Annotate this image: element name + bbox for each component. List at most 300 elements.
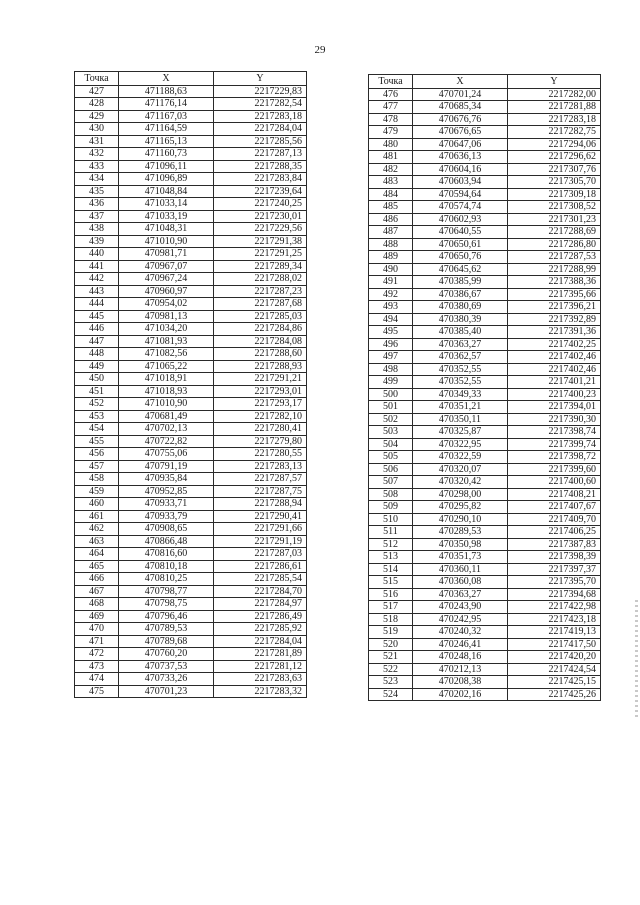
x-coordinate-cell: 470798,75 <box>119 598 214 611</box>
y-coordinate-cell: 2217308,52 <box>508 201 601 214</box>
point-number-cell: 463 <box>75 535 119 548</box>
x-coordinate-cell: 470243,90 <box>413 601 508 614</box>
x-coordinate-cell: 470789,53 <box>119 623 214 636</box>
y-coordinate-cell: 2217284,08 <box>214 335 307 348</box>
point-number-cell: 495 <box>369 326 413 339</box>
y-coordinate-cell: 2217283,18 <box>508 113 601 126</box>
point-number-cell: 450 <box>75 373 119 386</box>
point-number-cell: 431 <box>75 135 119 148</box>
y-coordinate-cell: 2217284,86 <box>214 323 307 336</box>
table-row <box>75 123 307 136</box>
point-number-cell: 499 <box>369 376 413 389</box>
y-coordinate-cell: 2217229,56 <box>214 223 307 236</box>
point-number-cell: 523 <box>369 676 413 689</box>
y-coordinate-cell: 2217287,03 <box>214 548 307 561</box>
table-row <box>369 426 601 439</box>
point-number-cell: 444 <box>75 298 119 311</box>
point-number-cell: 457 <box>75 460 119 473</box>
point-number-cell: 506 <box>369 463 413 476</box>
header-point: Точка <box>369 75 413 89</box>
y-coordinate-cell: 2217281,12 <box>214 660 307 673</box>
table-row <box>369 151 601 164</box>
table-row <box>369 263 601 276</box>
y-coordinate-cell: 2217290,41 <box>214 510 307 523</box>
x-coordinate-cell: 470798,77 <box>119 585 214 598</box>
x-coordinate-cell: 470325,87 <box>413 426 508 439</box>
y-coordinate-cell: 2217394,01 <box>508 401 601 414</box>
table-row <box>369 676 601 689</box>
x-coordinate-cell: 470351,21 <box>413 401 508 414</box>
header-x: X <box>413 75 508 89</box>
point-number-cell: 445 <box>75 310 119 323</box>
x-coordinate-cell: 471018,93 <box>119 385 214 398</box>
y-coordinate-cell: 2217286,49 <box>214 610 307 623</box>
header-x: X <box>119 72 214 86</box>
point-number-cell: 443 <box>75 285 119 298</box>
x-coordinate-cell: 470685,34 <box>413 101 508 114</box>
point-number-cell: 440 <box>75 248 119 261</box>
table-row <box>75 523 307 536</box>
x-coordinate-cell: 470981,71 <box>119 248 214 261</box>
point-number-cell: 442 <box>75 273 119 286</box>
table-row <box>369 238 601 251</box>
table-row <box>369 301 601 314</box>
point-number-cell: 518 <box>369 613 413 626</box>
table-row <box>75 135 307 148</box>
table-row <box>75 348 307 361</box>
point-number-cell: 487 <box>369 226 413 239</box>
x-coordinate-cell: 470755,06 <box>119 448 214 461</box>
y-coordinate-cell: 2217399,74 <box>508 438 601 451</box>
coordinates-table-left <box>74 71 307 698</box>
y-coordinate-cell: 2217289,34 <box>214 260 307 273</box>
table-row <box>75 498 307 511</box>
x-coordinate-cell: 470350,11 <box>413 413 508 426</box>
x-coordinate-cell: 471033,14 <box>119 198 214 211</box>
x-coordinate-cell: 470202,16 <box>413 688 508 701</box>
point-number-cell: 516 <box>369 588 413 601</box>
header-y: Y <box>508 75 601 89</box>
point-number-cell: 466 <box>75 573 119 586</box>
table-row <box>369 651 601 664</box>
x-coordinate-cell: 470385,99 <box>413 276 508 289</box>
y-coordinate-cell: 2217398,74 <box>508 426 601 439</box>
y-coordinate-cell: 2217424,54 <box>508 663 601 676</box>
y-coordinate-cell: 2217282,10 <box>214 410 307 423</box>
table-row <box>369 563 601 576</box>
x-coordinate-cell: 470604,16 <box>413 163 508 176</box>
table-row <box>75 460 307 473</box>
point-number-cell: 462 <box>75 523 119 536</box>
y-coordinate-cell: 2217402,46 <box>508 363 601 376</box>
table-row <box>369 688 601 701</box>
y-coordinate-cell: 2217283,32 <box>214 685 307 698</box>
table-row <box>75 573 307 586</box>
point-number-cell: 512 <box>369 538 413 551</box>
y-coordinate-cell: 2217296,62 <box>508 151 601 164</box>
table-row <box>369 451 601 464</box>
x-coordinate-cell: 471048,31 <box>119 223 214 236</box>
point-number-cell: 508 <box>369 488 413 501</box>
y-coordinate-cell: 2217293,01 <box>214 385 307 398</box>
x-coordinate-cell: 471065,22 <box>119 360 214 373</box>
point-number-cell: 471 <box>75 635 119 648</box>
y-coordinate-cell: 2217282,54 <box>214 98 307 111</box>
x-coordinate-cell: 470645,62 <box>413 263 508 276</box>
x-coordinate-cell: 470602,93 <box>413 213 508 226</box>
x-coordinate-cell: 470701,24 <box>413 88 508 101</box>
table-row <box>369 188 601 201</box>
table-row <box>75 223 307 236</box>
point-number-cell: 492 <box>369 288 413 301</box>
y-coordinate-cell: 2217284,04 <box>214 123 307 136</box>
table-row <box>369 388 601 401</box>
x-coordinate-cell: 470298,00 <box>413 488 508 501</box>
table-row <box>75 160 307 173</box>
x-coordinate-cell: 470952,85 <box>119 485 214 498</box>
y-coordinate-cell: 2217402,25 <box>508 338 601 351</box>
x-coordinate-cell: 470733,26 <box>119 673 214 686</box>
x-coordinate-cell: 471048,84 <box>119 185 214 198</box>
table-row <box>369 626 601 639</box>
table-row <box>75 685 307 698</box>
table-row <box>369 376 601 389</box>
y-coordinate-cell: 2217309,18 <box>508 188 601 201</box>
point-number-cell: 449 <box>75 360 119 373</box>
x-coordinate-cell: 470791,19 <box>119 460 214 473</box>
x-coordinate-cell: 470676,65 <box>413 126 508 139</box>
point-number-cell: 503 <box>369 426 413 439</box>
y-coordinate-cell: 2217388,36 <box>508 276 601 289</box>
table-row <box>369 463 601 476</box>
point-number-cell: 464 <box>75 548 119 561</box>
table-row <box>75 448 307 461</box>
point-number-cell: 504 <box>369 438 413 451</box>
table-row <box>75 198 307 211</box>
table-row <box>75 110 307 123</box>
x-coordinate-cell: 470246,41 <box>413 638 508 651</box>
table-row <box>369 476 601 489</box>
x-coordinate-cell: 470810,25 <box>119 573 214 586</box>
table-header-row <box>75 72 307 86</box>
point-number-cell: 478 <box>369 113 413 126</box>
y-coordinate-cell: 2217291,19 <box>214 535 307 548</box>
x-coordinate-cell: 470380,69 <box>413 301 508 314</box>
point-number-cell: 488 <box>369 238 413 251</box>
y-coordinate-cell: 2217288,69 <box>508 226 601 239</box>
x-coordinate-cell: 470810,18 <box>119 560 214 573</box>
table-row <box>369 276 601 289</box>
y-coordinate-cell: 2217425,26 <box>508 688 601 701</box>
table-row <box>75 598 307 611</box>
x-coordinate-cell: 471164,59 <box>119 123 214 136</box>
point-number-cell: 454 <box>75 423 119 436</box>
y-coordinate-cell: 2217287,57 <box>214 473 307 486</box>
table-row <box>369 138 601 151</box>
x-coordinate-cell: 470789,68 <box>119 635 214 648</box>
y-coordinate-cell: 2217279,80 <box>214 435 307 448</box>
y-coordinate-cell: 2217407,67 <box>508 501 601 514</box>
point-number-cell: 474 <box>75 673 119 686</box>
table-row <box>369 251 601 264</box>
point-number-cell: 500 <box>369 388 413 401</box>
table-row <box>369 338 601 351</box>
point-number-cell: 465 <box>75 560 119 573</box>
point-number-cell: 484 <box>369 188 413 201</box>
y-coordinate-cell: 2217420,20 <box>508 651 601 664</box>
x-coordinate-cell: 470322,59 <box>413 451 508 464</box>
y-coordinate-cell: 2217287,53 <box>508 251 601 264</box>
table-row <box>75 610 307 623</box>
table-row <box>369 588 601 601</box>
x-coordinate-cell: 470352,55 <box>413 363 508 376</box>
table-row <box>369 438 601 451</box>
y-coordinate-cell: 2217281,89 <box>214 648 307 661</box>
x-coordinate-cell: 470967,24 <box>119 273 214 286</box>
y-coordinate-cell: 2217287,13 <box>214 148 307 161</box>
point-number-cell: 489 <box>369 251 413 264</box>
point-number-cell: 455 <box>75 435 119 448</box>
point-number-cell: 513 <box>369 551 413 564</box>
x-coordinate-cell: 470295,82 <box>413 501 508 514</box>
x-coordinate-cell: 471096,89 <box>119 173 214 186</box>
y-coordinate-cell: 2217397,37 <box>508 563 601 576</box>
table-row <box>369 526 601 539</box>
point-number-cell: 458 <box>75 473 119 486</box>
point-number-cell: 448 <box>75 348 119 361</box>
y-coordinate-cell: 2217288,93 <box>214 360 307 373</box>
y-coordinate-cell: 2217285,92 <box>214 623 307 636</box>
table-row <box>75 235 307 248</box>
y-coordinate-cell: 2217287,75 <box>214 485 307 498</box>
point-number-cell: 507 <box>369 476 413 489</box>
y-coordinate-cell: 2217229,83 <box>214 85 307 98</box>
y-coordinate-cell: 2217287,68 <box>214 298 307 311</box>
point-number-cell: 469 <box>75 610 119 623</box>
y-coordinate-cell: 2217291,38 <box>214 235 307 248</box>
y-coordinate-cell: 2217286,61 <box>214 560 307 573</box>
y-coordinate-cell: 2217425,15 <box>508 676 601 689</box>
y-coordinate-cell: 2217305,70 <box>508 176 601 189</box>
point-number-cell: 467 <box>75 585 119 598</box>
table-row <box>75 473 307 486</box>
y-coordinate-cell: 2217422,98 <box>508 601 601 614</box>
x-coordinate-cell: 470352,55 <box>413 376 508 389</box>
point-number-cell: 437 <box>75 210 119 223</box>
y-coordinate-cell: 2217398,39 <box>508 551 601 564</box>
point-number-cell: 447 <box>75 335 119 348</box>
table-row <box>369 163 601 176</box>
table-row <box>75 660 307 673</box>
x-coordinate-cell: 470248,16 <box>413 651 508 664</box>
point-number-cell: 427 <box>75 85 119 98</box>
x-coordinate-cell: 470574,74 <box>413 201 508 214</box>
header-y: Y <box>214 72 307 86</box>
point-number-cell: 497 <box>369 351 413 364</box>
y-coordinate-cell: 2217395,66 <box>508 288 601 301</box>
x-coordinate-cell: 470701,23 <box>119 685 214 698</box>
x-coordinate-cell: 470866,48 <box>119 535 214 548</box>
x-coordinate-cell: 470954,02 <box>119 298 214 311</box>
x-coordinate-cell: 470760,20 <box>119 648 214 661</box>
point-number-cell: 502 <box>369 413 413 426</box>
x-coordinate-cell: 470816,60 <box>119 548 214 561</box>
point-number-cell: 522 <box>369 663 413 676</box>
table-row <box>75 373 307 386</box>
x-coordinate-cell: 471010,90 <box>119 398 214 411</box>
table-row <box>75 173 307 186</box>
table-row <box>369 326 601 339</box>
x-coordinate-cell: 471188,63 <box>119 85 214 98</box>
x-coordinate-cell: 470363,27 <box>413 338 508 351</box>
table-row <box>75 335 307 348</box>
table-row <box>369 413 601 426</box>
point-number-cell: 468 <box>75 598 119 611</box>
table-row <box>369 638 601 651</box>
x-coordinate-cell: 470349,33 <box>413 388 508 401</box>
point-number-cell: 434 <box>75 173 119 186</box>
x-coordinate-cell: 470380,39 <box>413 313 508 326</box>
x-coordinate-cell: 471082,56 <box>119 348 214 361</box>
y-coordinate-cell: 2217294,06 <box>508 138 601 151</box>
y-coordinate-cell: 2217400,23 <box>508 388 601 401</box>
page-number: 29 <box>314 44 326 56</box>
table-row <box>75 310 307 323</box>
x-coordinate-cell: 470212,13 <box>413 663 508 676</box>
x-coordinate-cell: 471033,19 <box>119 210 214 223</box>
x-coordinate-cell: 470350,98 <box>413 538 508 551</box>
header-point: Точка <box>75 72 119 86</box>
point-number-cell: 452 <box>75 398 119 411</box>
x-coordinate-cell: 470935,84 <box>119 473 214 486</box>
y-coordinate-cell: 2217293,17 <box>214 398 307 411</box>
table-row <box>369 401 601 414</box>
y-coordinate-cell: 2217291,66 <box>214 523 307 536</box>
x-coordinate-cell: 471010,90 <box>119 235 214 248</box>
x-coordinate-cell: 470363,27 <box>413 588 508 601</box>
table-row <box>75 398 307 411</box>
y-coordinate-cell: 2217285,54 <box>214 573 307 586</box>
table-row <box>75 360 307 373</box>
table-row <box>75 535 307 548</box>
y-coordinate-cell: 2217409,70 <box>508 513 601 526</box>
y-coordinate-cell: 2217417,50 <box>508 638 601 651</box>
point-number-cell: 472 <box>75 648 119 661</box>
table-row <box>369 101 601 114</box>
point-number-cell: 432 <box>75 148 119 161</box>
table-row <box>369 176 601 189</box>
x-coordinate-cell: 470960,97 <box>119 285 214 298</box>
point-number-cell: 473 <box>75 660 119 673</box>
x-coordinate-cell: 470737,53 <box>119 660 214 673</box>
x-coordinate-cell: 470385,40 <box>413 326 508 339</box>
table-row <box>75 560 307 573</box>
x-coordinate-cell: 470240,32 <box>413 626 508 639</box>
point-number-cell: 498 <box>369 363 413 376</box>
y-coordinate-cell: 2217395,70 <box>508 576 601 589</box>
table-row <box>75 298 307 311</box>
x-coordinate-cell: 471096,11 <box>119 160 214 173</box>
x-coordinate-cell: 470290,10 <box>413 513 508 526</box>
y-coordinate-cell: 2217307,76 <box>508 163 601 176</box>
point-number-cell: 430 <box>75 123 119 136</box>
x-coordinate-cell: 471018,91 <box>119 373 214 386</box>
point-number-cell: 453 <box>75 410 119 423</box>
table-row <box>369 488 601 501</box>
y-coordinate-cell: 2217387,83 <box>508 538 601 551</box>
x-coordinate-cell: 471160,73 <box>119 148 214 161</box>
table-row <box>369 513 601 526</box>
x-coordinate-cell: 470360,11 <box>413 563 508 576</box>
y-coordinate-cell: 2217288,02 <box>214 273 307 286</box>
y-coordinate-cell: 2217406,25 <box>508 526 601 539</box>
x-coordinate-cell: 470647,06 <box>413 138 508 151</box>
table-row <box>75 673 307 686</box>
x-coordinate-cell: 471081,93 <box>119 335 214 348</box>
table-row <box>75 435 307 448</box>
table-row <box>369 288 601 301</box>
point-number-cell: 470 <box>75 623 119 636</box>
table-row <box>369 576 601 589</box>
point-number-cell: 491 <box>369 276 413 289</box>
y-coordinate-cell: 2217283,13 <box>214 460 307 473</box>
y-coordinate-cell: 2217408,21 <box>508 488 601 501</box>
point-number-cell: 515 <box>369 576 413 589</box>
y-coordinate-cell: 2217396,21 <box>508 301 601 314</box>
y-coordinate-cell: 2217399,60 <box>508 463 601 476</box>
point-number-cell: 476 <box>369 88 413 101</box>
x-coordinate-cell: 470386,67 <box>413 288 508 301</box>
point-number-cell: 524 <box>369 688 413 701</box>
x-coordinate-cell: 470320,07 <box>413 463 508 476</box>
x-coordinate-cell: 471165,13 <box>119 135 214 148</box>
x-coordinate-cell: 471176,14 <box>119 98 214 111</box>
y-coordinate-cell: 2217392,89 <box>508 313 601 326</box>
table-row <box>369 351 601 364</box>
table-row <box>75 510 307 523</box>
table-row <box>75 648 307 661</box>
x-coordinate-cell: 470362,57 <box>413 351 508 364</box>
y-coordinate-cell: 2217283,84 <box>214 173 307 186</box>
x-coordinate-cell: 470908,65 <box>119 523 214 536</box>
point-number-cell: 435 <box>75 185 119 198</box>
y-coordinate-cell: 2217394,68 <box>508 588 601 601</box>
table-row <box>369 501 601 514</box>
table-row <box>369 551 601 564</box>
x-coordinate-cell: 470722,82 <box>119 435 214 448</box>
y-coordinate-cell: 2217282,00 <box>508 88 601 101</box>
y-coordinate-cell: 2217288,60 <box>214 348 307 361</box>
x-coordinate-cell: 470636,13 <box>413 151 508 164</box>
point-number-cell: 496 <box>369 338 413 351</box>
y-coordinate-cell: 2217288,99 <box>508 263 601 276</box>
point-number-cell: 475 <box>75 685 119 698</box>
scan-edge-mark <box>635 600 638 720</box>
point-number-cell: 482 <box>369 163 413 176</box>
table-row <box>369 538 601 551</box>
x-coordinate-cell: 470981,13 <box>119 310 214 323</box>
point-number-cell: 433 <box>75 160 119 173</box>
table-row <box>75 248 307 261</box>
point-number-cell: 436 <box>75 198 119 211</box>
x-coordinate-cell: 470351,73 <box>413 551 508 564</box>
point-number-cell: 459 <box>75 485 119 498</box>
y-coordinate-cell: 2217281,88 <box>508 101 601 114</box>
point-number-cell: 451 <box>75 385 119 398</box>
y-coordinate-cell: 2217284,97 <box>214 598 307 611</box>
y-coordinate-cell: 2217230,01 <box>214 210 307 223</box>
point-number-cell: 509 <box>369 501 413 514</box>
